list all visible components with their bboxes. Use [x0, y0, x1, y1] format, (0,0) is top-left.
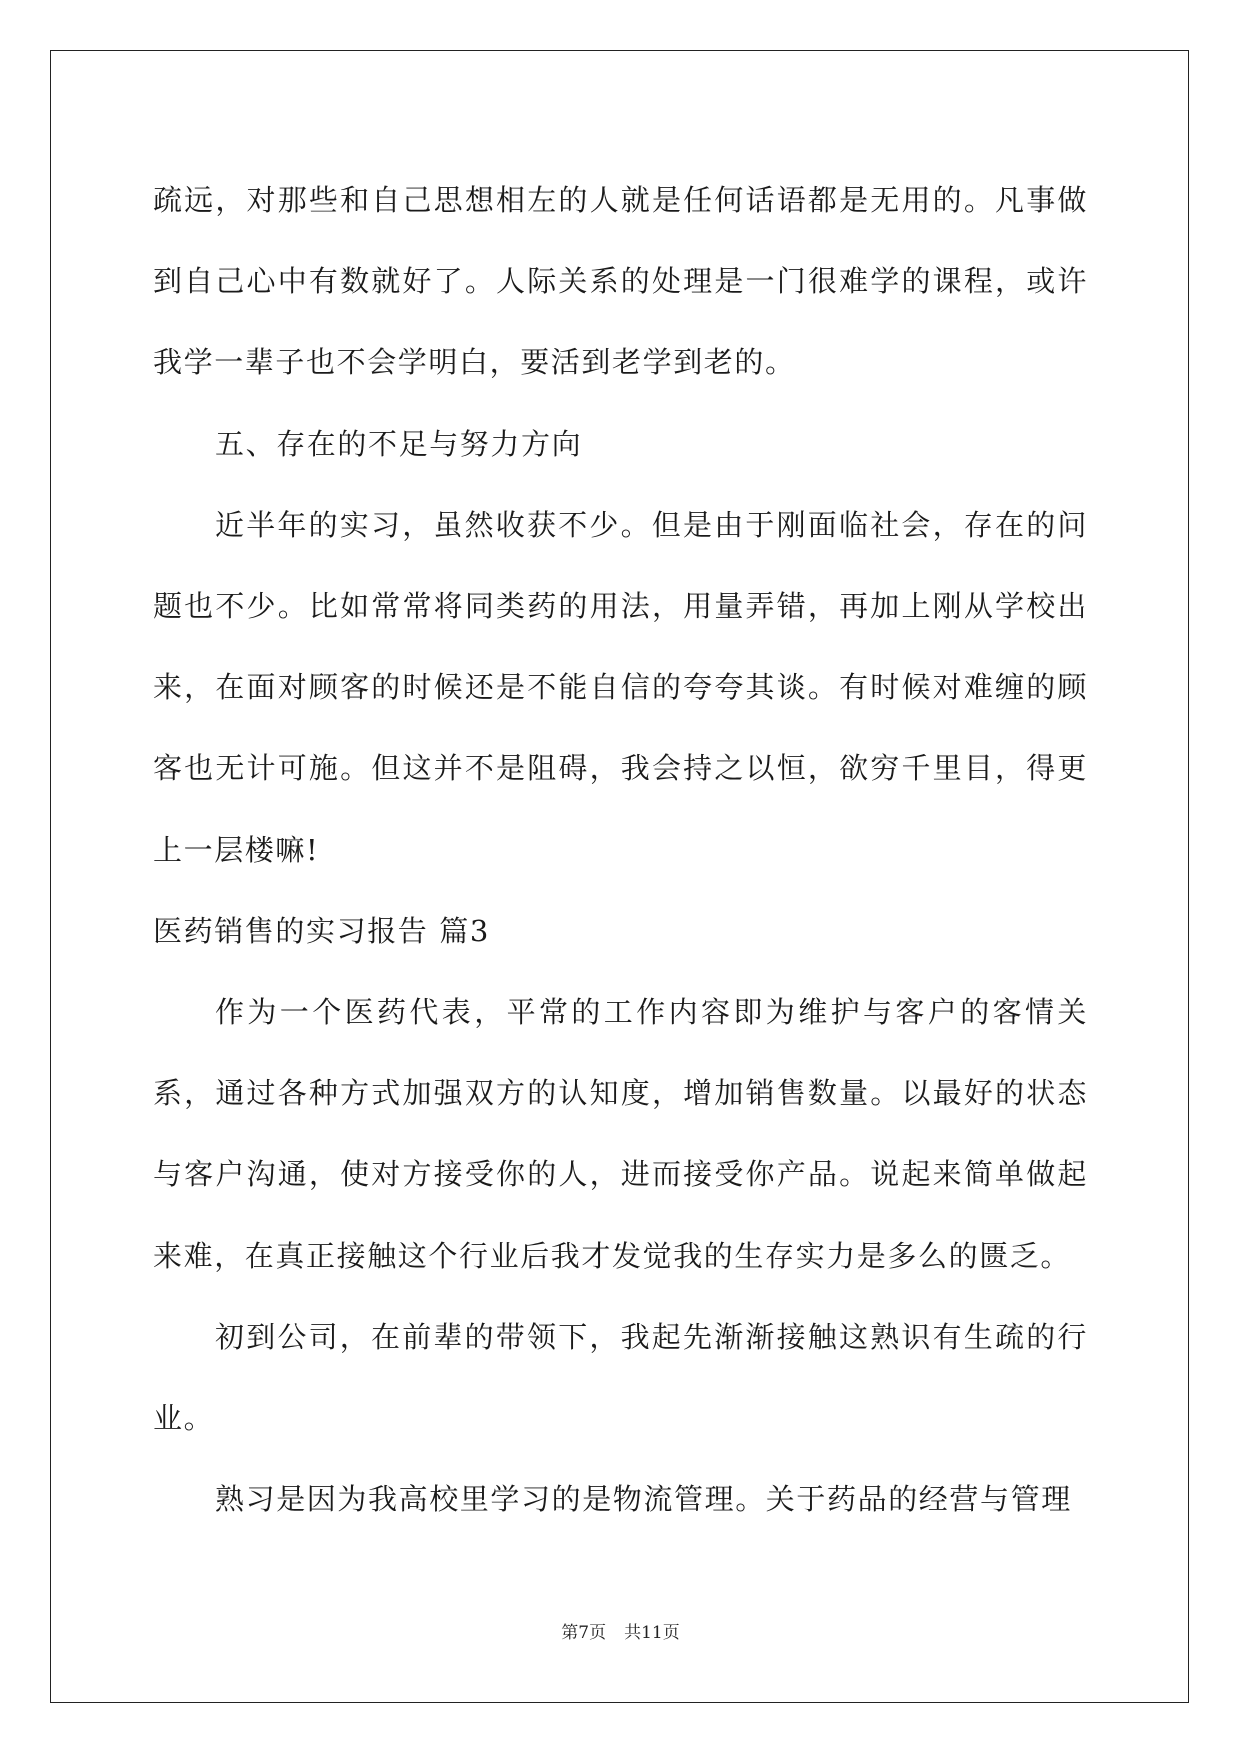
section-heading-shortcomings: 五、存在的不足与努力方向 [215, 426, 583, 461]
paragraph-familiarity: 熟习是因为我高校里学习的是物流管理。关于药品的经营与管理 [215, 1482, 1072, 1517]
paragraph-shortcomings: 近半年的实习，虽然收获不少。但是由于刚面临社会，存在的问题也不少。比如常常将同类药的用法，用量弄错，再加上刚从学校出来，在面对顾客的时候还是不能自信的夸夸其谈。有时候对难缠的顾客也无计可施。但这并不是阻碍，我会持之以恒，欲穷千里目，得更上一层楼嘛! [153, 507, 1088, 867]
paragraph-intro: 作为一个医药代表，平常的工作内容即为维护与客户的客情关系，通过各种方式加强双方的认知度，增加销售数量。以最好的状态与客户沟通，使对方接受你的人，进而接受你产品。说起来简单做起来难，在真正接触这个行业后我才发觉我的生存实力是多么的匮乏。 [153, 995, 1088, 1273]
paragraph-arrival: 初到公司，在前辈的带领下，我起先渐渐接触这熟识有生疏的行业。 [153, 1319, 1088, 1436]
page-footer [0, 1621, 1241, 1645]
article-heading: 医药销售的实习报告 篇3 [153, 913, 490, 948]
page-number: 第7页 [561, 1623, 607, 1643]
page-total: 共11页 [624, 1623, 680, 1643]
document-body [153, 160, 1088, 1540]
paragraph-continuation: 疏远，对那些和自己思想相左的人就是任何话语都是无用的。凡事做到自己心中有数就好了。人际关系的处理是一门很难学的课程，或许我学一辈子也不会学明白，要活到老学到老的。 [153, 183, 1088, 380]
